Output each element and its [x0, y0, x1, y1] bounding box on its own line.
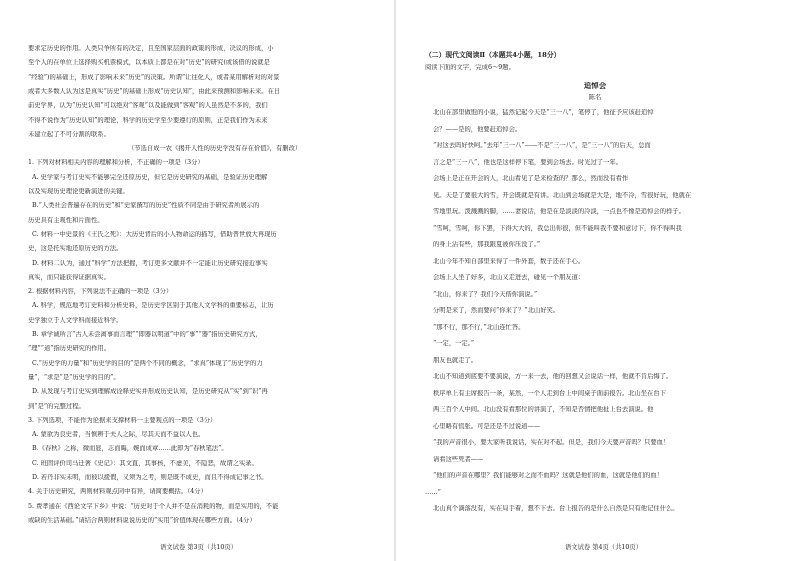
right-line: 秩序单上有主席报告一条，某然，一个人走到台上中间桌子面前报告。北山坐在台下	[433, 389, 666, 397]
left-line: 历史具有主观性和片面性。	[28, 216, 104, 224]
left-line: 史，这是托实地还原历史的方法。	[28, 245, 123, 253]
left-line: 史学独立于人文学科而接近科学。	[28, 316, 123, 324]
left-line: 或缺的生活基础。”请结合两则材料说说历史的“实用”价值体现在哪些方面。（4分）	[28, 516, 256, 524]
right-line: 会？——是的，他要赶追悼会。	[433, 125, 522, 133]
left-line: D. 材料二认为，通过“科学”方法把握，考订更多文献并不一定能让历史研究接近事实	[32, 259, 268, 267]
left-line: 量”，“求是”是“历史学的目的”。	[28, 373, 120, 381]
left-line: 5. 费孝通在《西论文字下乡》中说：“历史对于个人并不是在消耗的物，而是实用的，不能	[28, 502, 279, 510]
left-line: 至个人的在单位上选择购买机票模式，以本质上都是在对“历史”的研究(或该借的说就是	[28, 59, 270, 67]
right-line: 会场上人坐了好多，北山又走进去，碰见一个朋友道：	[433, 274, 585, 281]
right-line: “他们的声音在哪里？我们能够对之而不血吗？这就是他们的血，这就是他们的血！	[433, 472, 663, 479]
left-line: 4. 关于历史研究，两则材料观点同中有异，请简要概括。（4分）	[28, 488, 207, 496]
right-line: 请看这些死者——	[433, 455, 484, 463]
left-line: “经验”)的基础上，形成了影响未来“历史”的决策。所谓“让往化人，或者某用解析对的对景	[28, 73, 280, 81]
right-line: 两三百个人中间。北山没有看那位的讲演了，不知是否情把他扯上台去演说。他	[433, 406, 654, 413]
story-author: 陈名	[588, 94, 602, 101]
right-line: 言之是“三一八”，他也是这样停下笔，要到会场去。时光过了一年。	[433, 158, 623, 166]
left-page-footer: 语文试卷 第3页（共10页）	[160, 544, 237, 551]
section-header: （二）现代文阅读Ⅱ（本题共4小题，18分）	[425, 51, 561, 59]
left-line: D. 从发现与考订史实到理解成诠释史实并形成历史认知，是历史研究从“实”到“识”再	[32, 388, 268, 396]
right-line: 分明是来了，然而要问“你来了？”北山好笑。	[433, 307, 560, 314]
left-line: B.“人类社会普遍存在的历史”和“史家撰写的历史”性质不同是由于研究者所展示的	[32, 202, 260, 210]
left-line: A. 蒙欲为良史者，当慎辨于夫人之际，尽其天而不益以人也。	[32, 431, 205, 439]
left-line: C. 班固评价司马迁著《史记》：其文直，其事核，不虚美，不隐恶，故谓之实录。	[32, 459, 258, 467]
right-line: 北山真个滴落没有，实在局手着，想不下去。台上报告的是什么自然是只有他记住什么。	[433, 505, 679, 512]
right-line: 雪地里玩。泼溅溅的脚，……妻说话，他是在是淡淡的冷淡，一点也不像是追悼会的样子。	[433, 208, 685, 215]
left-line: （节选自成一农《揭开人性的历史学没有存在价值》，有删改）	[128, 145, 302, 153]
left-line: 或者大多数人认为这是真实“历史”的基础上形成“历史认知”，由此来预测和影响未来。在日	[28, 87, 281, 95]
left-line: 要求定历史的作用。人类只争所有的决定，且至国家层面的政策的形成，决议的形成，小	[28, 45, 274, 52]
left-line: 真实，而只能获得证据真实。	[28, 273, 110, 281]
right-line: 北山不知道到底要不要演说，方一来一去，他的回想又会说话一样，他就不肯后悔了。	[433, 373, 673, 380]
right-line: 见。天是了要很大的雪，开会既就是有讲。北山到会场就是大是，地不冷，雪很好玩，他就在	[433, 191, 692, 199]
right-line: “雪呵，雪呵，你下罢，下得大大的，我总出你很，但不能叫我不要和意讨下，你不得叫我	[433, 224, 682, 232]
right-line: 北山在部里做饱的小说，猛然记起今天是“三一八”，笔停了，他征予应该赶追悼	[433, 109, 654, 116]
left-line: A. 科学，规范地考订史料和分析史料，是历史学区别于其他人文学科的重要标志，让历	[32, 302, 274, 310]
left-line: D. 若丹非实未明，而彼以援假，又须为之考，则是既不成史，而且不得成记事之书。	[32, 474, 268, 481]
left-line: 不得不说作为“历史认知”的理论，科学的历史学至少要遵行的原则，正是我们作为未来	[28, 116, 268, 124]
left-line: 以及实现历史理论更新演进的关键。	[28, 188, 129, 195]
left-line: “理”“道”指历史研究的作用。	[28, 345, 111, 353]
right-line: 会场上是正在开会的人，北山看见了是来检查的？那么，然而没有看作	[433, 175, 629, 182]
left-line: C. 材料一中史景的《王氏之死》：大历史背后的小人物命运的描写，借助普世放大再现历	[32, 230, 277, 238]
page-divider	[394, 0, 396, 561]
left-line: 1. 下列对材料相关内容的理解和分析，不正确的一项是（3分）	[28, 159, 204, 167]
right-line: 朋友也就走了。	[433, 356, 478, 364]
left-line: B. 章学诚所言“古人未尝离事而言理”“即器以明道”中的“事”“器”指历史研究方式，	[32, 331, 262, 338]
story-title: 追悼会	[583, 82, 607, 90]
right-line: ……”	[425, 488, 441, 496]
left-line: 2. 根据材料内容，下列说法不正确的一项是（3分）	[28, 288, 173, 296]
left-line: 前史学界，认为“历史认知”可以绝对“客观”以及能做到“客观”的人虽然是不多的，我们	[28, 102, 268, 110]
right-page-footer: 语文试卷 第4页（共10页）	[565, 544, 642, 551]
left-line: A. 史学家与考订史实不能够完全还原历史，但它是历史研究的基础，是验证历史理解	[32, 173, 268, 181]
right-line: “我的声音很小，要大家听我说话，实在对不起。但是，我们今天要声音吗？只要血！	[433, 439, 670, 446]
left-line: C.“历史学的力量”和“历史学的目的”是两个不同的概念，“求真”体现了“历史学的力	[32, 359, 263, 367]
left-line: 3. 下列选项，不能作为论据来支撑材料一主要观点的一项是（3分）	[28, 416, 217, 424]
right-line: “一定，一定。”	[433, 340, 475, 347]
right-line: “北山，你来了？我们今天偕你演说。”	[433, 290, 538, 298]
right-page	[405, 0, 785, 561]
reading-instruction: 阅读下面的文字，完成6～9题。	[425, 64, 515, 71]
right-line: 北山今年不知自部里来得了一件外套，数子还在手心。	[433, 257, 585, 265]
right-line: “对这去吗好快呵。”去年“三一八”——不是“三一八”，是“三一八”的后天，总而	[433, 142, 651, 149]
left-line: 到“是”的完整过程。	[28, 402, 85, 410]
right-line: 的身上沾有些，那我跟夏被你压没了。”	[433, 241, 541, 248]
right-line: “那不行，那不行，”北山连忙答。	[433, 323, 525, 331]
left-page	[0, 0, 385, 561]
left-line: B.《春秋》之称，微而显，志而晦，婉而成章……此即为“春秋笔法”。	[32, 445, 228, 453]
left-line: 未建立起了不可分割的联系。	[28, 130, 110, 138]
right-line: 心里略有慌张。可是还是不过说道——	[433, 422, 541, 430]
